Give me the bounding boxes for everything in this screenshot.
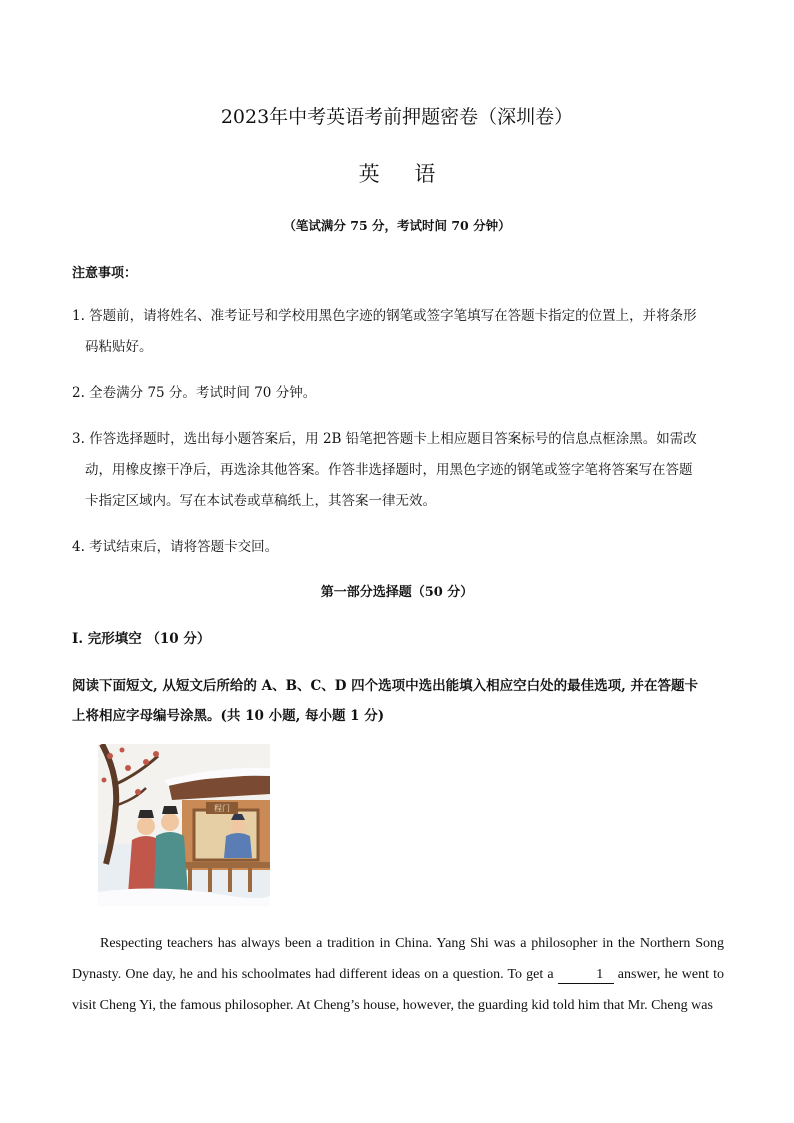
notice-item-4-line1: 4. 考试结束后，请将答题卡交回。 — [72, 539, 279, 555]
notice-item-1 — [72, 301, 724, 363]
notice-item-2 — [72, 378, 724, 409]
passage — [72, 928, 724, 1021]
notice-item-3-line3: 卡指定区域内。写在本试卷或草稿纸上，其答案一律无效。 — [85, 493, 436, 509]
part-title: I. 完形填空 （10 分） — [72, 631, 211, 647]
passage-paragraph — [72, 928, 724, 1021]
passage-text-1: Respecting teachers has always been a tradition in China. Yang Shi was a philosopher in the Northern Song Dynasty. One day, he and his schoolmates had different ideas on a question. To get a — [72, 936, 724, 982]
instruction-line-1: 阅读下面短文, 从短文后所给的 A、B、C、D 四个选项中选出能填入相应空白处的最佳选项, 并在答题卡 — [72, 678, 699, 694]
notice-item-3-line2: 动，用橡皮擦干净后，再选涂其他答案。作答非选择题时，用黑色字迹的钢笔或签字笔将答案写在答题 — [85, 462, 693, 478]
notice-item-3 — [72, 424, 724, 517]
blank-1: 1 — [558, 967, 614, 984]
building-sign-text: 程门 — [214, 804, 230, 813]
story-illustration — [98, 744, 270, 906]
notice-item-2-line1: 2. 全卷满分 75 分。考试时间 70 分钟。 — [72, 385, 317, 401]
passage-text-2: answer, he went to visit Cheng Yi, the famous philosopher. At Cheng’s house, however, the guarding kid told him that Mr. Cheng was — [72, 967, 724, 1013]
notice-item-4 — [72, 532, 724, 563]
notice-item-1-line2: 码粘贴好。 — [85, 339, 153, 355]
subject-title: 英 语 — [358, 162, 450, 186]
instruction-line-2: 上将相应字母编号涂黑。(共 10 小题, 每小题 1 分) — [72, 708, 385, 724]
illustration-svg — [98, 744, 270, 906]
notice-item-3-line1: 3. 作答选择题时，选出每小题答案后，用 2B 铅笔把答题卡上相应题目答案标号的信息点框涂黑。如需改 — [72, 431, 697, 447]
section-title: 第一部分选择题（50 分） — [320, 585, 474, 600]
notice-item-1-line1: 1. 答题前，请将姓名、准考证号和学校用黑色字迹的钢笔或签字笔填写在答题卡指定的位置上，并将条形 — [72, 308, 697, 324]
exam-info: （笔试满分 75 分，考试时间 70 分钟） — [283, 218, 511, 233]
notice-heading: 注意事项： — [72, 266, 138, 281]
instructions — [72, 671, 724, 731]
exam-title: 2023年中考英语考前押题密卷（深圳卷） — [220, 106, 574, 128]
